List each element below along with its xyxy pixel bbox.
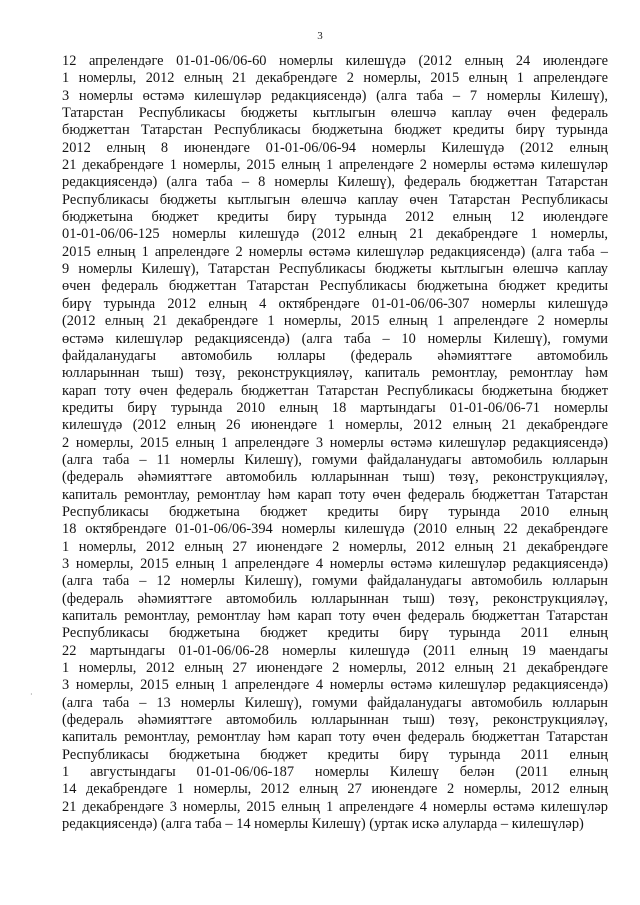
text-line: 1 номерлы, 2012 елның 27 июнендәге 2 номерлы, 2012 елның 21 декабрендәге: [62, 538, 608, 555]
text-line: Республикасы бюджетына бюджет кредиты бирү турында 2010 елның: [62, 503, 608, 520]
text-line: Республикасы бюджетына бюджет кредиты бирү турында 2011 елның: [62, 746, 608, 763]
text-line: (федераль әһәмияттәге автомобиль юлларыннан тыш) төзү, реконструкцияләү,: [62, 712, 608, 729]
text-line: файдаланудагы автомобиль юллары (федераль әһәмияттәге автомобиль: [62, 347, 608, 364]
body-paragraph: [62, 53, 608, 833]
page-number: 3: [317, 30, 323, 42]
text-line: кредиты бирү турында 2010 елның 18 мартындагы 01-01-06/06-71 номерлы: [62, 399, 608, 416]
text-line: 2015 елның 1 апрелендәге 2 номерлы өстәмә килешүләр редакциясендә) (алга таба –: [62, 243, 608, 260]
text-line: 9 номерлы Килешү), Татарстан Республикасы бюджеты кытлыгын өлешчә каплау: [62, 261, 608, 278]
text-line: 14 декабрендәге 1 номерлы, 2012 елның 27 июнендәге 2 номерлы, 2012 елның: [62, 781, 608, 798]
text-line: 1 августындагы 01-01-06/06-187 номерлы Килешү белән (2011 елның: [62, 764, 608, 781]
text-line: өчен федераль бюджеттан Татарстан Республикасы бюджетына бюджет кредиты: [62, 278, 608, 295]
text-line: юлларыннан тыш) төзү, реконструкцияләү, капиталь ремонтлау, ремонтлау һәм: [62, 365, 608, 382]
text-line: 1 номерлы, 2012 елның 27 июнендәге 2 номерлы, 2012 елның 21 декабрендәге: [62, 660, 608, 677]
text-line: Республикасы бюджеты кытлыгын өлешчә каплау өчен Татарстан Республикасы: [62, 191, 608, 208]
text-line: Республикасы бюджетына бюджет кредиты бирү турында 2011 елның: [62, 625, 608, 642]
text-line: 22 мартындагы 01-01-06/06-28 номерлы килешүдә (2011 елның 19 маендагы: [62, 642, 608, 659]
text-line: бюджетына бюджет кредиты бирү турында 2012 елның 12 июлендәге: [62, 209, 608, 226]
text-line: (алга таба – 12 номерлы Килешү), гомуми файдаланудагы автомобиль юлларын: [62, 573, 608, 590]
text-line: 3 номерлы өстәмә килешүләр редакциясендә) (алга таба – 7 номерлы Килешү),: [62, 87, 608, 104]
text-line: (федераль әһәмияттәге автомобиль юлларыннан тыш) төзү, реконструкцияләү,: [62, 469, 608, 486]
margin-mark: ·: [30, 690, 33, 699]
text-line: өстәмә килешүләр редакциясендә) (алга таба – 10 номерлы Килешү), гомуми: [62, 330, 608, 347]
text-line: 2012 елның 8 июнендәге 01-01-06/06-94 номерлы Килешүдә (2012 елның: [62, 139, 608, 156]
text-line: 2 номерлы, 2015 елның 1 апрелендәге 3 номерлы өстәмә килешүләр редакциясендә): [62, 434, 608, 451]
text-line: (федераль әһәмияттәге автомобиль юлларыннан тыш) төзү, реконструкцияләү,: [62, 590, 608, 607]
text-line: 3 номерлы, 2015 елның 1 апрелендәге 4 номерлы өстәмә килешүләр редакциясендә): [62, 555, 608, 572]
text-line: бюджеттан Татарстан Республикасы бюджетына бюджет кредиты бирү турында: [62, 122, 608, 139]
text-line: (алга таба – 13 номерлы Килешү), гомуми файдаланудагы автомобиль юлларын: [62, 694, 608, 711]
text-line: капиталь ремонтлау, ремонтлау һәм карап тоту өчен федераль бюджеттан Татарстан: [62, 486, 608, 503]
text-line: 12 апрелендәге 01-01-06/06-60 номерлы килешүдә (2012 елның 24 июлендәге: [62, 53, 608, 69]
text-line: (алга таба – 11 номерлы Килешү), гомуми файдаланудагы автомобиль юлларын: [62, 451, 608, 468]
text-line: 3 номерлы, 2015 елның 1 апрелендәге 4 номерлы өстәмә килешүләр редакциясендә): [62, 677, 608, 694]
text-line: Татарстан Республикасы бюджеты кытлыгын өлешчә каплау өчен федераль: [62, 105, 608, 122]
text-line: капиталь ремонтлау, ремонтлау һәм карап тоту өчен федераль бюджеттан Татарстан: [62, 729, 608, 746]
text-line: редакциясендә) (алга таба – 8 номерлы Килешү), федераль бюджеттан Татарстан: [62, 174, 608, 191]
text-line: 21 декабрендәге 3 номерлы, 2015 елның 1 апрелендәге 4 номерлы өстәмә килешүләр: [62, 798, 608, 815]
text-line: карап тоту өчен федераль бюджеттан Татарстан Республикасы бюджетына бюджет: [62, 382, 608, 399]
text-line: бирү турында 2012 елның 4 октябрендәге 01-01-06/06-307 номерлы килешүдә: [62, 295, 608, 312]
text-line: 1 номерлы, 2012 елның 21 декабрендәге 2 номерлы, 2015 елның 1 апрелендәге: [62, 70, 608, 87]
text-line: 01-01-06/06-125 номерлы килешүдә (2012 елның 21 декабрендәге 1 номерлы,: [62, 226, 608, 243]
text-line: 21 декабрендәге 1 номерлы, 2015 елның 1 апрелендәге 2 номерлы өстәмә килешүләр: [62, 157, 608, 174]
text-line: килешүдә (2012 елның 26 июнендәге 1 номерлы, 2012 елның 21 декабрендәге: [62, 417, 608, 434]
text-line: 18 октябрендәге 01-01-06/06-394 номерлы килешүдә (2010 елның 22 декабрендәге: [62, 521, 608, 538]
text-line: капиталь ремонтлау, ремонтлау һәм карап тоту өчен федераль бюджеттан Татарстан: [62, 608, 608, 624]
text-line: редакциясендә) (алга таба – 14 номерлы Килешү) (уртак искә алуларда – килешүләр): [62, 816, 584, 833]
text-line: (2012 елның 21 декабрендәге 1 номерлы, 2015 елның 1 апрелендәге 2 номерлы: [62, 313, 608, 330]
